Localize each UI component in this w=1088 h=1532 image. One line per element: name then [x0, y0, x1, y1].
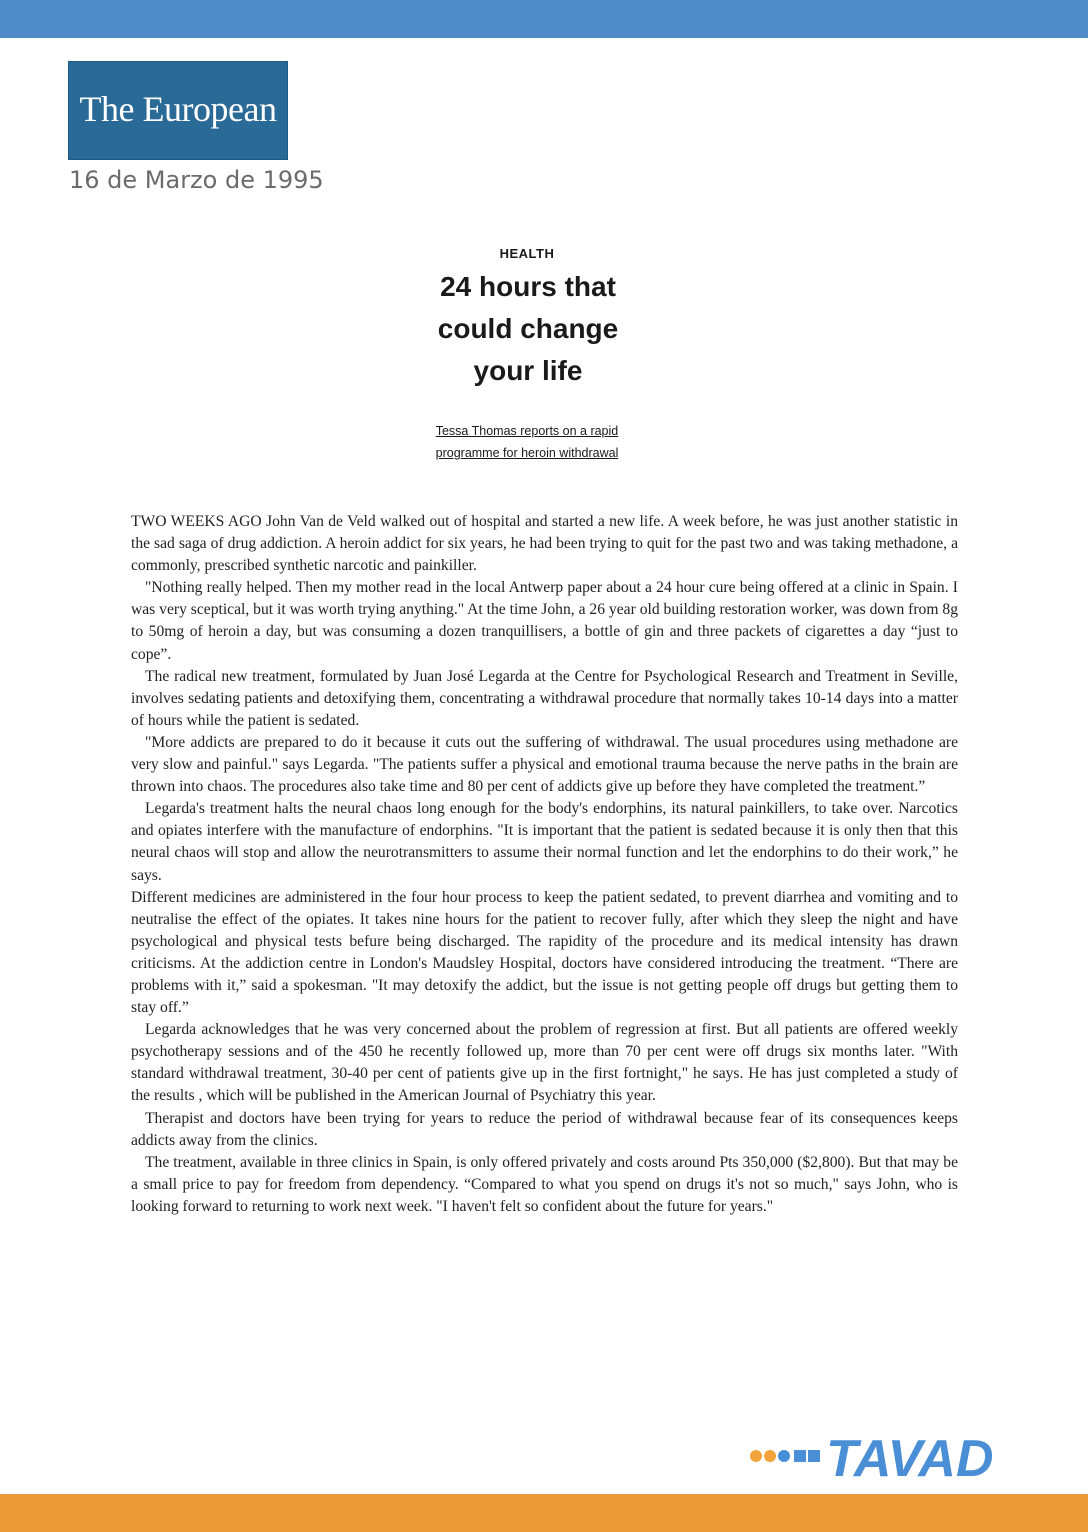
- tavad-logo: [746, 1428, 1042, 1484]
- article-paragraph: "More addicts are prepared to do it because it cuts out the suffering of withdrawal. The usual procedures using methadone are very slow and painful." says Legarda. "The patients suffer a physical and emotional trauma because the nerve paths in the brain are thrown into chaos. The procedures also take time and 80 per cent of addicts give up before they have completed the treatment.”: [131, 733, 958, 796]
- publication-date: 16 de Marzo de 1995: [69, 166, 324, 194]
- byline-line: programme for heroin withdrawal: [435, 446, 619, 460]
- logo-dot-icon: [778, 1450, 790, 1462]
- article-paragraph: "Nothing really helped. Then my mother read in the local Antwerp paper about a 24 hour cure being offered at a clinic in Spain. I was very sceptical, but it was worth trying anything." At the time John, a 26 year old building restoration worker, was down from 8g to 50mg of heroin a day, but was consuming a dozen tranquillisers, a bottle of gin and three packets of cigarettes a day “just to cope”.: [131, 579, 958, 663]
- article-paragraph: TWO WEEKS AGO John Van de Veld walked out of hospital and started a new life. A week before, he was just another statistic in the sad saga of drug addiction. A heroin addict for six years, he had been trying to quit for the past two and was taking methadone, a commonly, prescribed synthetic narcotic and painkiller.: [131, 513, 958, 575]
- byline: [397, 420, 657, 464]
- article-paragraph: The treatment, available in three clinics in Spain, is only offered privately and costs around Pts 350,000 ($2,800). But that may be a small price to pay for freedom from dependency. “Compared to what you spend on drugs it's not so much," says John, who is looking forward to returning to work next week. "I haven't felt so confident about the future for years.": [131, 1153, 958, 1215]
- section-label: HEALTH: [499, 246, 555, 261]
- headline-line: your life: [473, 355, 583, 386]
- article-paragraph: The radical new treatment, formulated by Juan José Legarda at the Centre for Psychological Research and Treatment in Seville, involves sedating patients and detoxifying them, concentrating a withdrawal procedure that normally takes 10-14 days into a matter of hours while the patient is sedated.: [131, 667, 958, 729]
- article-paragraph: Different medicines are administered in the four hour process to keep the patient sedated, to prevent diarrhea and vomiting and to neutralise the effect of the opiates. It takes nine hours for the patient to recover fully, after which they sleep the night and have psychological and physical tests befure being discharged. The rapidity of the procedure and its medical intensity has drawn criticisms. At the addiction centre in London's Maudsley Hospital, doctors have considered introducing the treatment. “There are problems with it,” said a spokesman. "It may detoxify the addict, but the issue is not getting people off drugs but getting them to stay off.”: [131, 888, 958, 1017]
- headline-line: 24 hours that: [440, 271, 616, 302]
- article-paragraph: Legarda's treatment halts the neural chaos long enough for the body's endorphins, its natural painkillers, to take over. Narcotics and opiates interfere with the manufacture of endorphins. "It is important that the patient is sedated because it is only then that this neural chaos will stop and allow the neurotransmitters to assume their normal function and let the endorphins to do their work,” he says.: [131, 800, 958, 884]
- logo-text: The European: [79, 89, 277, 129]
- bottom-color-bar: [0, 1494, 1088, 1532]
- tavad-wordmark: TAVAD: [826, 1430, 994, 1484]
- the-european-logo: [69, 62, 287, 159]
- byline-line: Tessa Thomas reports on a rapid: [435, 424, 619, 438]
- headline-line: could change: [437, 313, 619, 344]
- headline: [378, 266, 678, 392]
- article-body: [131, 511, 958, 1218]
- article-paragraph: Therapist and doctors have been trying for years to reduce the period of withdrawal because fear of its consequences keeps addicts away from the clinics.: [131, 1109, 958, 1149]
- top-color-bar: [0, 0, 1088, 38]
- logo-dot-icon: [750, 1450, 762, 1462]
- logo-bar-icon: [794, 1450, 806, 1462]
- article-paragraph: Legarda acknowledges that he was very concerned about the problem of regression at first. But all patients are offered weekly psychotherapy sessions and of the 450 he recently followed up, more than 70 per cent were off drugs six months later. "With standard withdrawal treatment, 30-40 per cent of patients give up in the first fortnight," he says. He has just completed a study of the results , which will be published in the American Journal of Psychiatry this year.: [131, 1021, 958, 1105]
- logo-bar-icon: [808, 1450, 820, 1462]
- logo-dot-icon: [764, 1450, 776, 1462]
